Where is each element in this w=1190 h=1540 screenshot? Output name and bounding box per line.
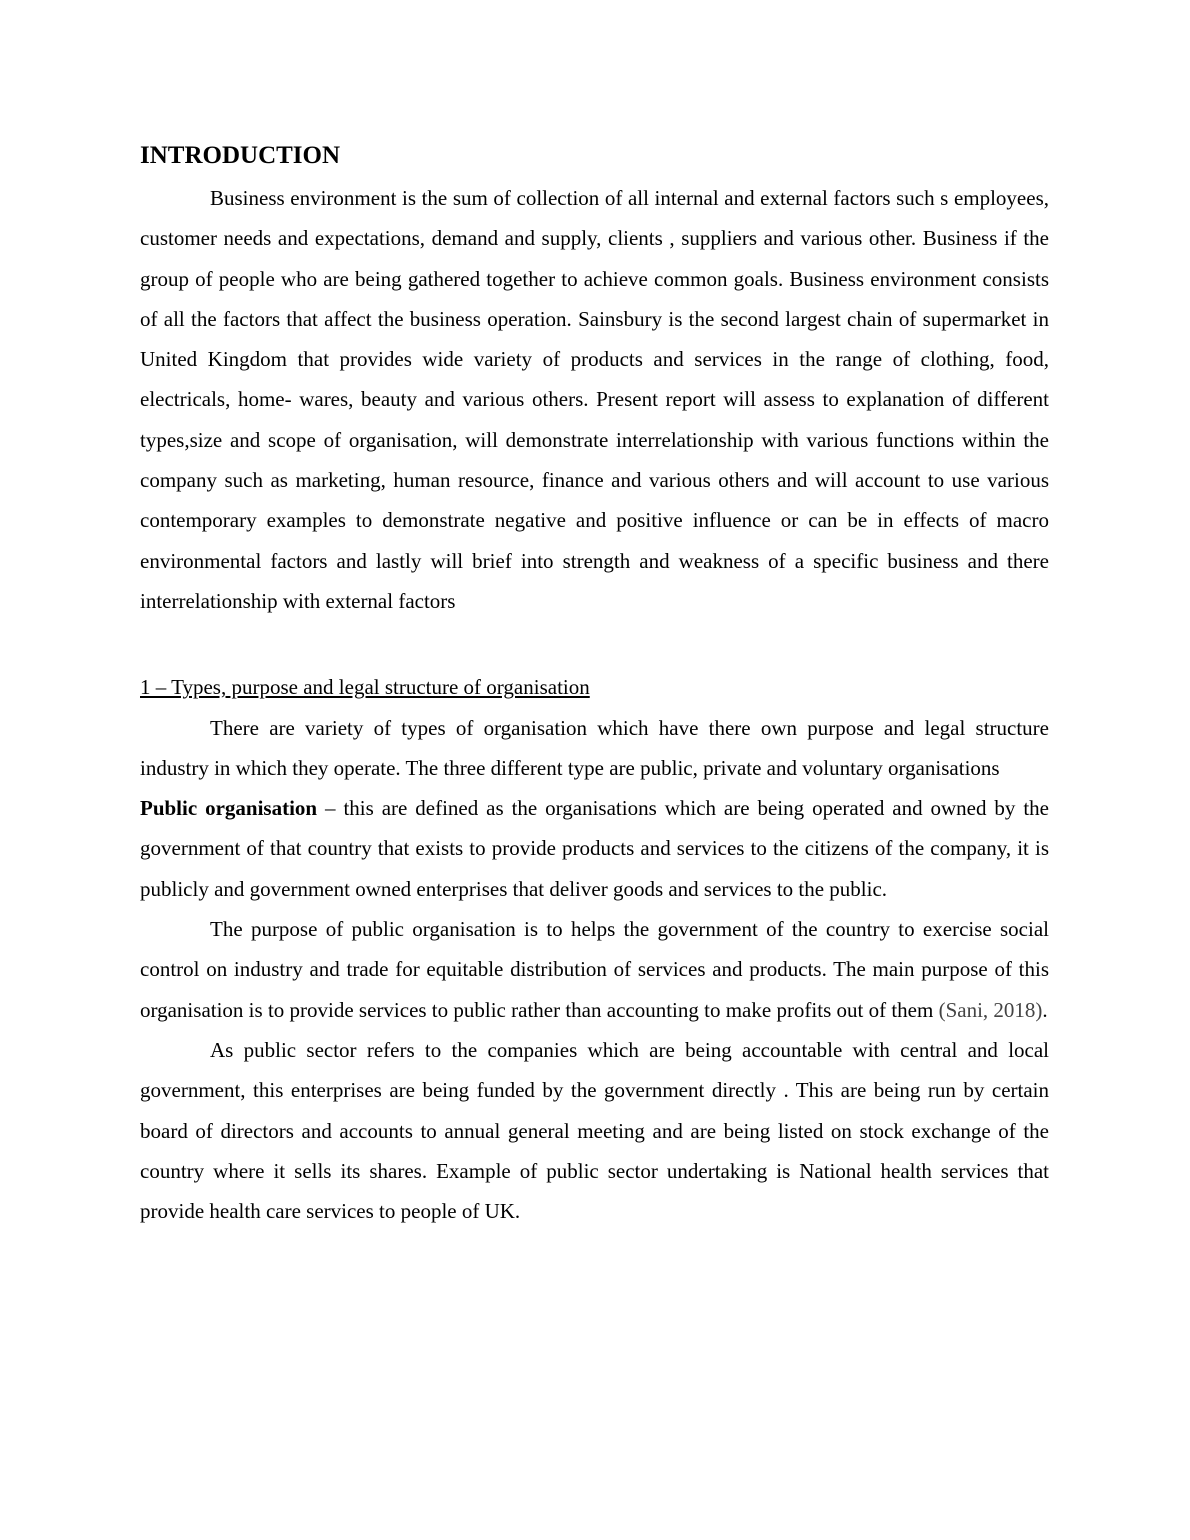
purpose-end: . [1042, 997, 1048, 1022]
section1-paragraph-public-definition [140, 788, 1049, 909]
public-organisation-term: Public organisation [140, 796, 318, 821]
intro-heading: INTRODUCTION [140, 142, 341, 169]
section1-paragraph-purpose [140, 909, 1049, 1030]
intro-paragraph: Business environment is the sum of collection of all internal and external factors such s employees, customer needs and expectations, demand and supply, clients , suppliers and various other. Business if the group of people who are being gathered together to achieve common goals. Business environment consists of all the factors that affect the business operation. Sainsbury is the second largest chain of supermarket in United Kingdom that provides wide variety of products and services in the range of clothing, food, electricals, home- wares, beauty and various others. Present report will assess to explanation of different types,size and scope of organisation, will demonstrate interrelationship with various functions within the company such as marketing, human resource, finance and various others and will account to use various contemporary examples to demonstrate negative and positive influence or can be in effects of macro environmental factors and lastly will brief into strength and weakness of a specific business and there interrelationship with external factors [140, 186, 1049, 613]
public-organisation-definition: – this are defined as the organisations which are being operated and owned by the government of that country that exists to provide products and services to the citizens of the company, it is publicly and government owned enterprises that deliver goods and services to the public. [140, 796, 1049, 901]
purpose-text: The purpose of public organisation is to helps the government of the country to exercise social control on industry and trade for equitable distribution of services and products. The main purpose of this organisation is to provide services to public rather than accounting to make profits out of them [140, 917, 1049, 1022]
citation: (Sani, 2018) [938, 997, 1043, 1022]
document-page [140, 138, 1049, 1231]
section1-heading: 1 – Types, purpose and legal structure of organisation [140, 675, 590, 700]
section1-paragraph-types: There are variety of types of organisation which have there own purpose and legal structure industry in which they operate. The three different type are public, private and voluntary organisations [140, 715, 1049, 780]
section-spacer [140, 621, 1049, 667]
section1-paragraph-public-sector: As public sector refers to the companies which are being accountable with central and local government, this enterprises are being funded by the government directly . This are being run by certain board of directors and accounts to annual general meeting and are being listed on stock exchange of the country where it sells its shares. Example of public sector undertaking is National health services that provide health care services to people of UK. [140, 1037, 1049, 1224]
